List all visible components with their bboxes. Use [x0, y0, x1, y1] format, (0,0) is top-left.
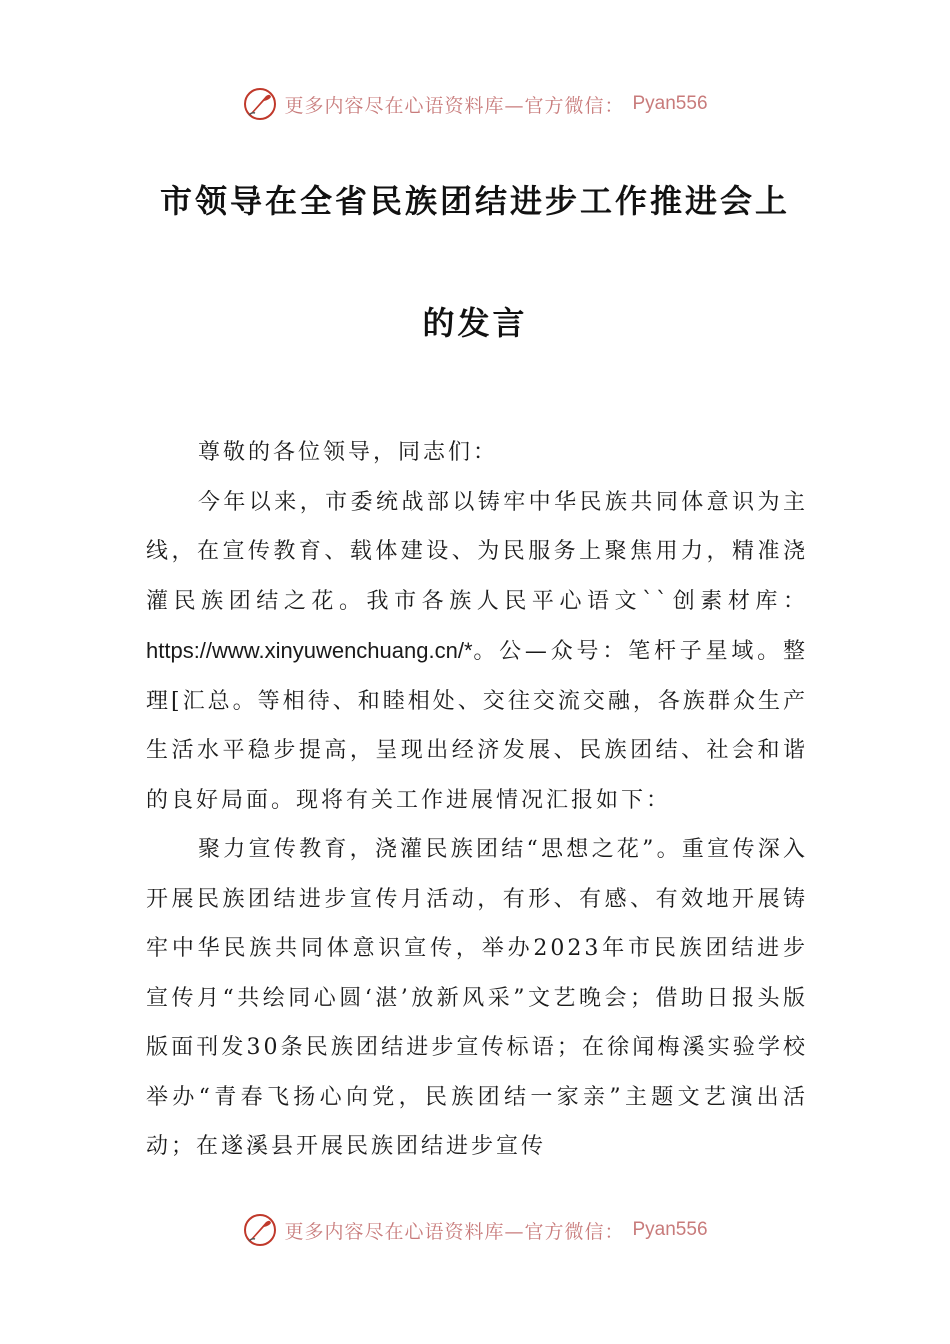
- quill-pen-logo-icon: [242, 1212, 278, 1248]
- greeting-paragraph: 尊敬的各位领导，同志们：: [198, 440, 499, 465]
- document-title-line-1: 市领导在全省民族团结进步工作推进会上: [159, 182, 790, 220]
- watermark-wechat-id: Pyan556: [632, 1219, 708, 1240]
- header-watermark-banner: [0, 84, 950, 124]
- watermark-brand-text: 更多内容尽在心语资料库—官方微信：: [284, 94, 625, 117]
- intro-paragraph: [146, 478, 808, 826]
- publicity-paragraph: 聚力宣传教育，浇灌民族团结“思想之花”。重宣传深入开展民族团结进步宣传月活动，有形、有感、有效地开展铸牢中华民族共同体意识宣传，举办2023年市民族团结进步宣传月“共绘同心圆‘湛’放新风采”文艺晚会；借助日报头版版面刊发30条民族团结进步宣传标语；在徐闻梅溪实验学校举办“青春飞扬心向党，民族团结一家亲”主题文艺演出活动；在遂溪县开展民族团结进步宣传: [146, 837, 808, 1159]
- document-body: [146, 428, 808, 1172]
- footer-watermark-banner: [0, 1210, 950, 1250]
- watermark-wechat-id: Pyan556: [632, 93, 708, 114]
- watermark-brand-text: 更多内容尽在心语资料库—官方微信：: [284, 1220, 625, 1243]
- intro-text-part-1: 今年以来，市委统战部以铸牢中华民族共同体意识为主线，在宣传教育、载体建设、为民服务上聚焦用力，精准浇灌民族团结之花。我市各族人民平心语文``创素材库：: [146, 489, 808, 614]
- quill-pen-logo-icon: [242, 86, 278, 122]
- intro-text-part-2: 。公—众号：笔杆子星域。整理[汇总。等相待、和睦相处、交往交流交融，各族群众生产生活水平稳步提高，呈现出经济发展、民族团结、社会和谐的良好局面。现将有关工作进展情况汇报如下：: [146, 639, 808, 813]
- document-title-line-2: 的发言: [422, 304, 528, 342]
- website-url: https://www.xinyuwenchuang.cn/*: [146, 638, 473, 663]
